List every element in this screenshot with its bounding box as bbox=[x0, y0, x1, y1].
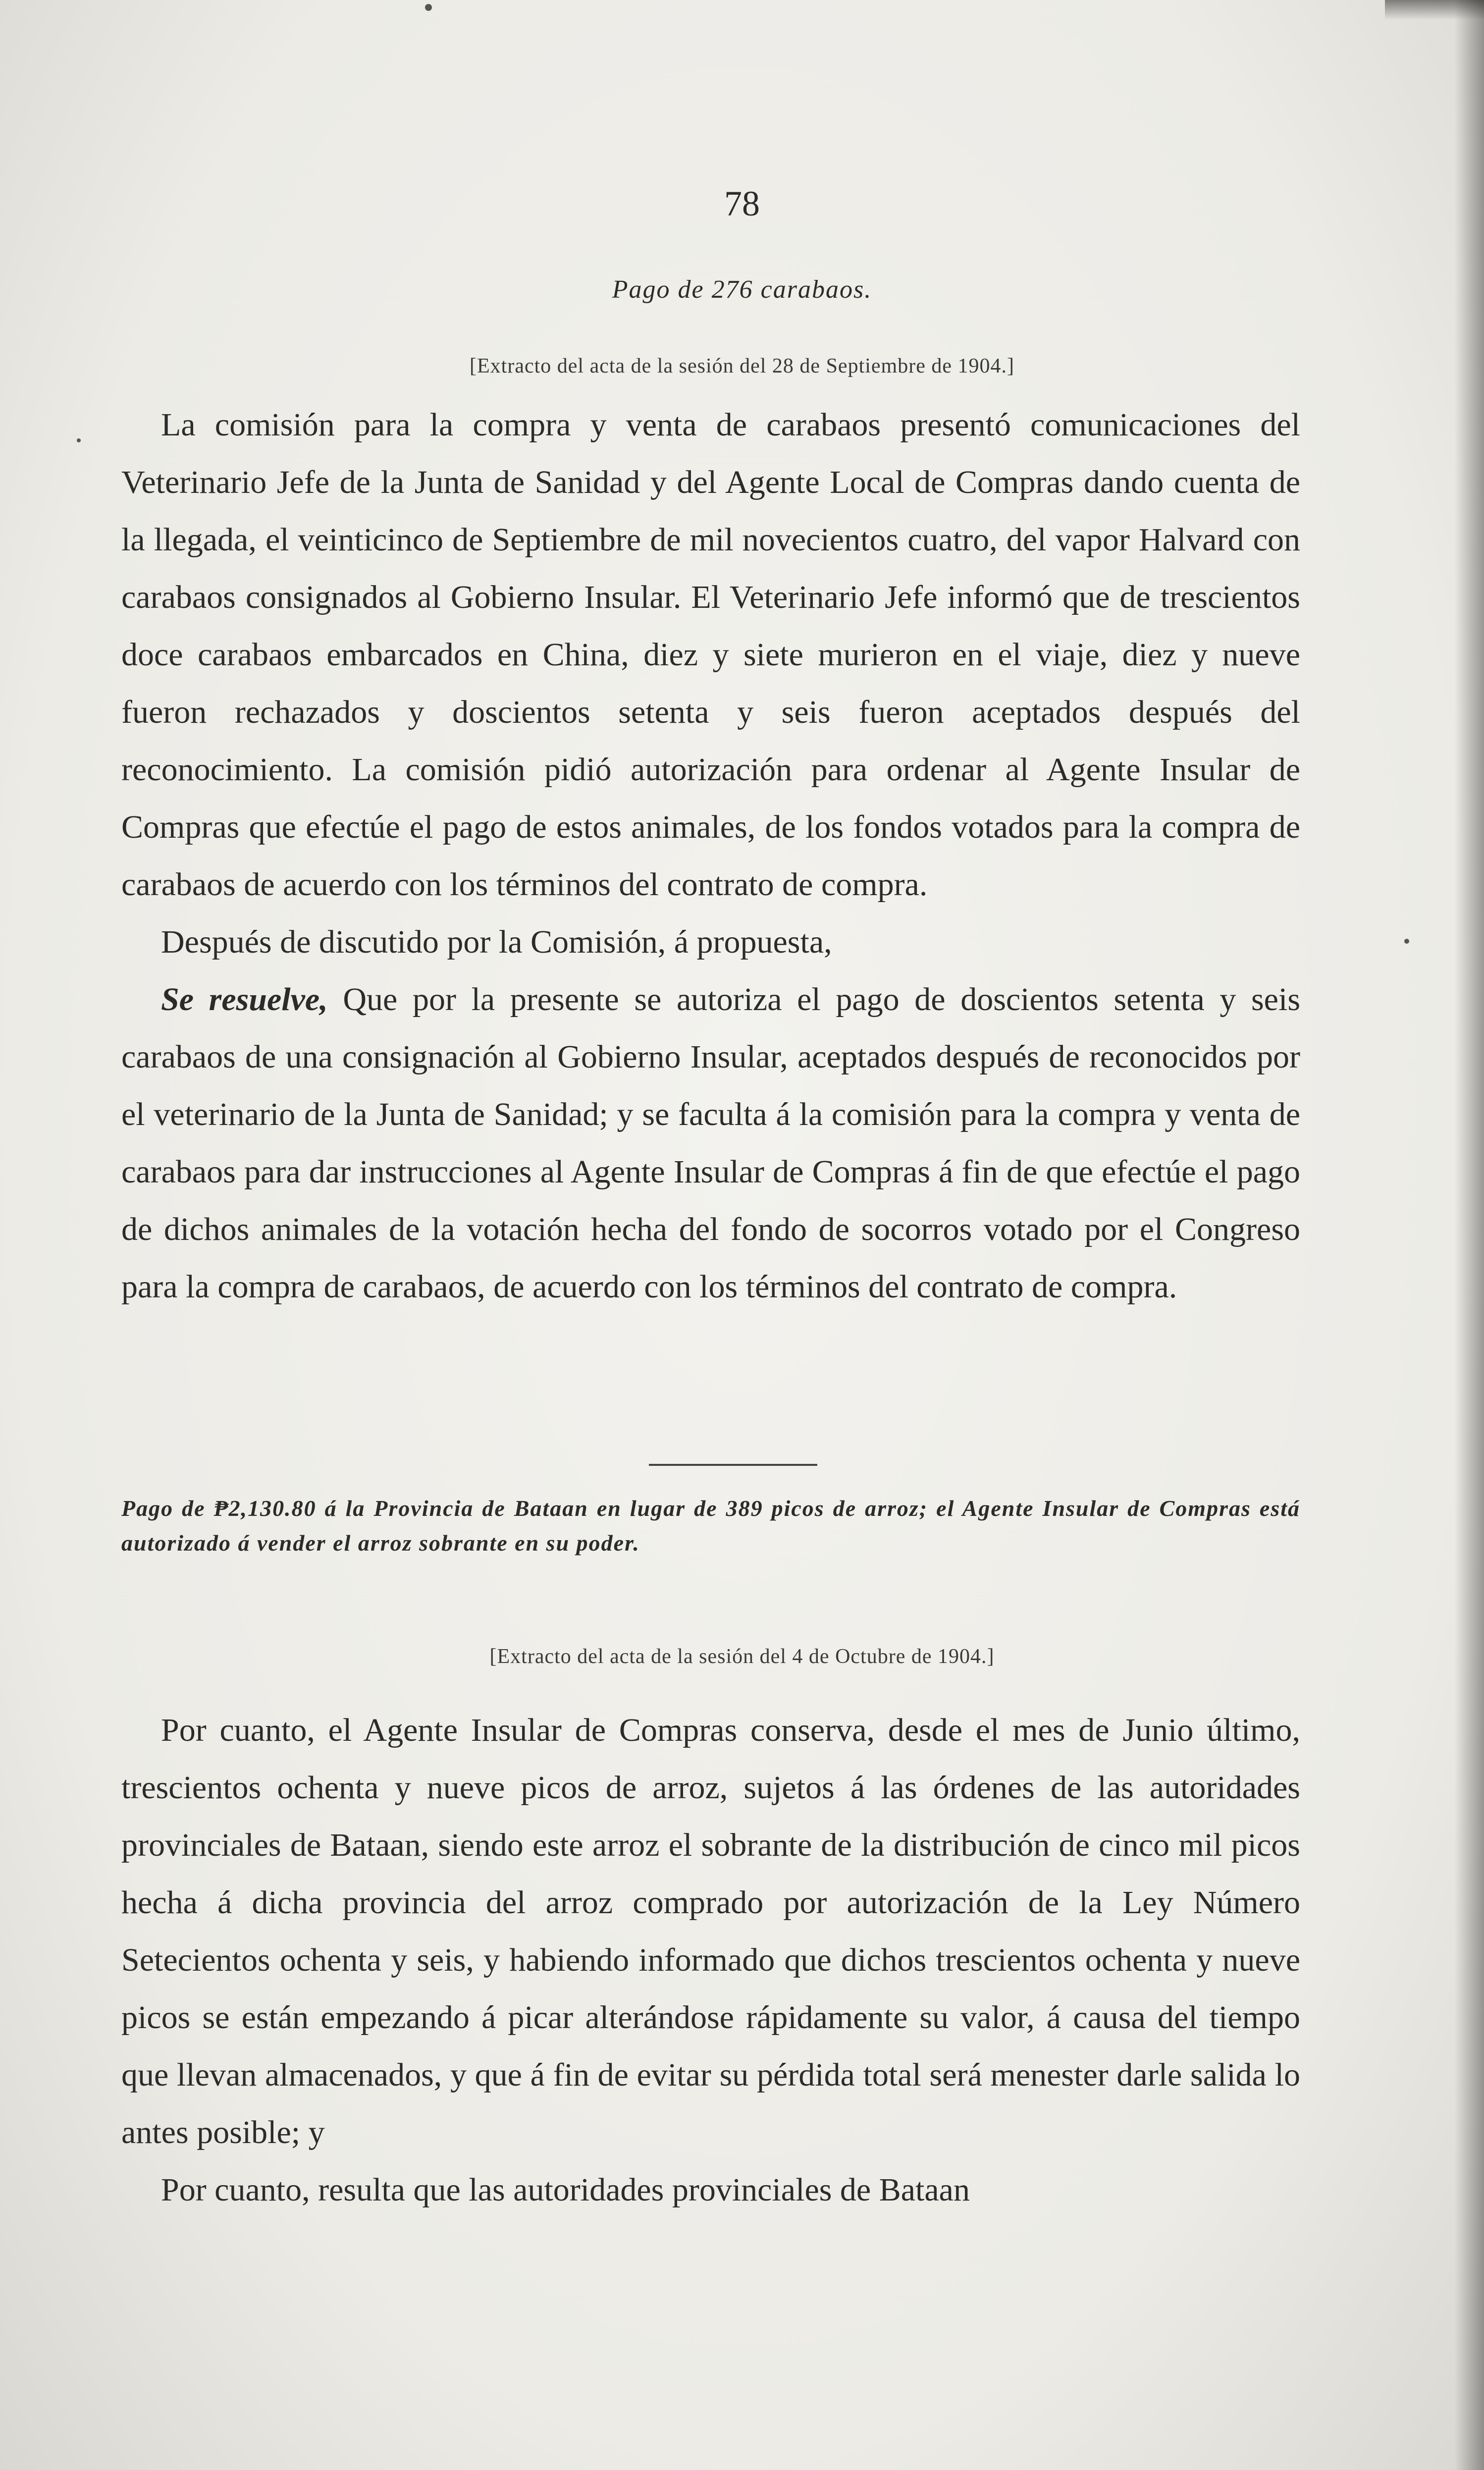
resolution-paragraph bbox=[121, 971, 1300, 1316]
paragraph: Después de discutido por la Comisión, á propuesta, bbox=[161, 924, 832, 960]
section-body-carabaos bbox=[121, 396, 1300, 1316]
section-title-carabaos: Pago de 276 carabaos. bbox=[612, 275, 872, 304]
section-divider bbox=[649, 1464, 817, 1466]
extract-note-september: [Extracto del acta de la sesión del 28 de Septiembre de 1904.] bbox=[470, 355, 1014, 377]
extract-note-october: [Extracto del acta de la sesión del 4 de Octubre de 1904.] bbox=[489, 1645, 995, 1668]
page-corner-shadow bbox=[1385, 0, 1484, 20]
ink-speck bbox=[1404, 939, 1409, 944]
paragraph: Por cuanto, el Agente Insular de Compras conserva, desde el mes de Junio último, trescientos ochenta y nueve picos de arroz, sujetos á las órdenes de las autoridades provinciales de Bataan, siendo este arroz el sobrante de la distribución de cinco mil picos hecha á dicha provincia del arroz comprado por autorización de la Ley Número Setecientos ochenta y seis, y habiendo informado que dichos trescientos ochenta y nueve picos se están empezando á picar alterándose rápidamente su valor, á causa del tiempo que llevan almacenados, y que á fin de evitar su pérdida total será menester darle salida lo antes posible; y bbox=[121, 1712, 1300, 2150]
resolution-text: Que por la presente se autoriza el pago de doscientos setenta y seis carabaos de una consignación al Gobierno Insular, aceptados después de reconocidos por el veterinario de la Junta de Sanidad; y se faculta á la comisión para la compra y venta de carabaos para dar instrucciones al Agente Insular de Compras á fin de que efectúe el pago de dichos animales de la votación hecha del fondo de socorros votado por el Congreso para la compra de carabaos, de acuerdo con los términos del contrato de compra. bbox=[121, 981, 1300, 1305]
paragraph: La comisión para la compra y venta de carabaos presentó comunicaciones del Veterinario Jefe de la Junta de Sanidad y del Agente Local de Compras dando cuenta de la llegada, el veinticinco de Septiembre de mil novecientos cuatro, del vapor Halvard con carabaos consignados al Gobierno Insular. El Veterinario Jefe informó que de trescientos doce carabaos embarcados en China, diez y siete murieron en el viaje, diez y nueve fueron rechazados y doscientos setenta y seis fueron aceptados después del reconocimiento. La comisión pidió autorización para ordenar al Agente Insular de Compras que efectúe el pago de estos animales, de los fondos votados para la compra de carabaos de acuerdo con los términos del contrato de compra. bbox=[121, 407, 1300, 903]
section-body-bataan bbox=[121, 1702, 1300, 2219]
paragraph: Por cuanto, resulta que las autoridades provinciales de Bataan bbox=[161, 2172, 970, 2208]
resolution-lead: Se resuelve, bbox=[161, 981, 328, 1018]
section-title-bataan: Pago de ₱2,130.80 á la Provincia de Bataan en lugar de 389 picos de arroz; el Agente Insular de Compras está autorizado á vender el arroz sobrante en su poder. bbox=[121, 1496, 1300, 1556]
page-number: 78 bbox=[724, 184, 760, 223]
ink-speck bbox=[425, 4, 432, 11]
ink-speck bbox=[77, 438, 81, 442]
